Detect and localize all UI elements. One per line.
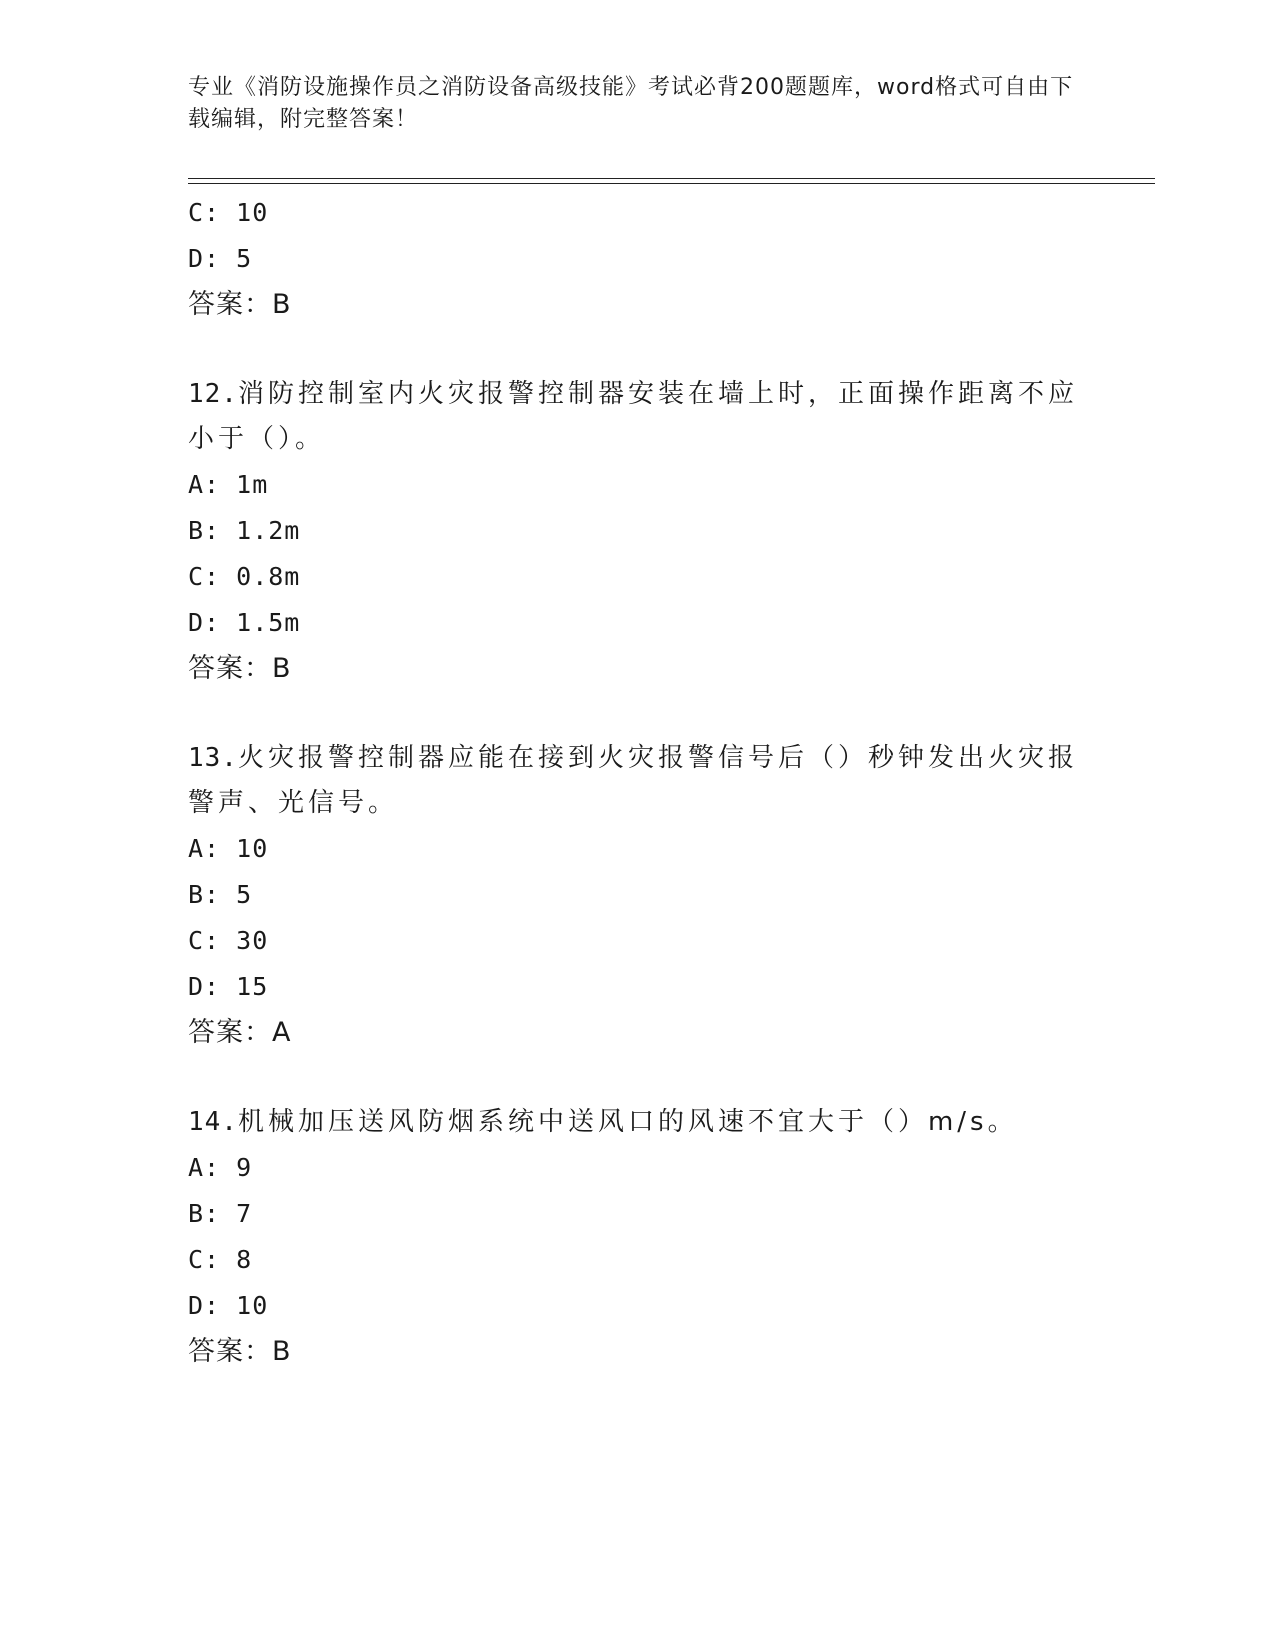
carryover-block	[188, 190, 1088, 328]
option-d: D: 10	[188, 1291, 269, 1320]
answer-line: 答案：B	[188, 1336, 292, 1367]
answer-line: 答案：B	[188, 653, 292, 684]
option-a: A: 1m	[188, 470, 269, 499]
document-header: 专业《消防设施操作员之消防设备高级技能》考试必背200题题库，word格式可自由下载编辑，附完整答案！	[188, 75, 1074, 132]
option-c: C: 8	[188, 1245, 253, 1274]
question-number: 14.	[188, 1107, 238, 1137]
question-body: 消防控制室内火灾报警控制器安装在墙上时，正面操作距离不应小于（）。	[188, 379, 1078, 454]
option-d: D: 5	[188, 244, 253, 273]
option-c: C: 30	[188, 926, 269, 955]
header-divider-bottom	[188, 183, 1155, 184]
option-b: B: 7	[188, 1199, 253, 1228]
option-b: B: 5	[188, 880, 253, 909]
question-list	[188, 190, 1088, 1375]
answer-line: 答案：A	[188, 1017, 292, 1048]
question-block	[188, 736, 1088, 1056]
question-number: 13.	[188, 743, 238, 773]
question-body: 火灾报警控制器应能在接到火灾报警信号后（）秒钟发出火灾报警声、光信号。	[188, 743, 1078, 818]
answer-line: 答案：B	[188, 289, 292, 320]
option-a: A: 9	[188, 1153, 253, 1182]
question-body: 机械加压送风防烟系统中送风口的风速不宜大于（）m/s。	[237, 1107, 1018, 1137]
spacer	[188, 1056, 1088, 1100]
question-text	[188, 1100, 1078, 1145]
spacer	[188, 328, 1088, 372]
option-b: B: 1.2m	[188, 516, 301, 545]
option-c: C: 10	[188, 198, 269, 227]
question-text	[188, 736, 1078, 826]
question-text	[188, 372, 1078, 462]
option-a: A: 10	[188, 834, 269, 863]
option-d: D: 1.5m	[188, 608, 301, 637]
question-number: 12.	[188, 379, 238, 409]
option-d: D: 15	[188, 972, 269, 1001]
header-divider-top	[188, 178, 1155, 179]
question-block	[188, 372, 1088, 692]
question-block	[188, 1100, 1088, 1375]
option-c: C: 0.8m	[188, 562, 301, 591]
spacer	[188, 692, 1088, 736]
